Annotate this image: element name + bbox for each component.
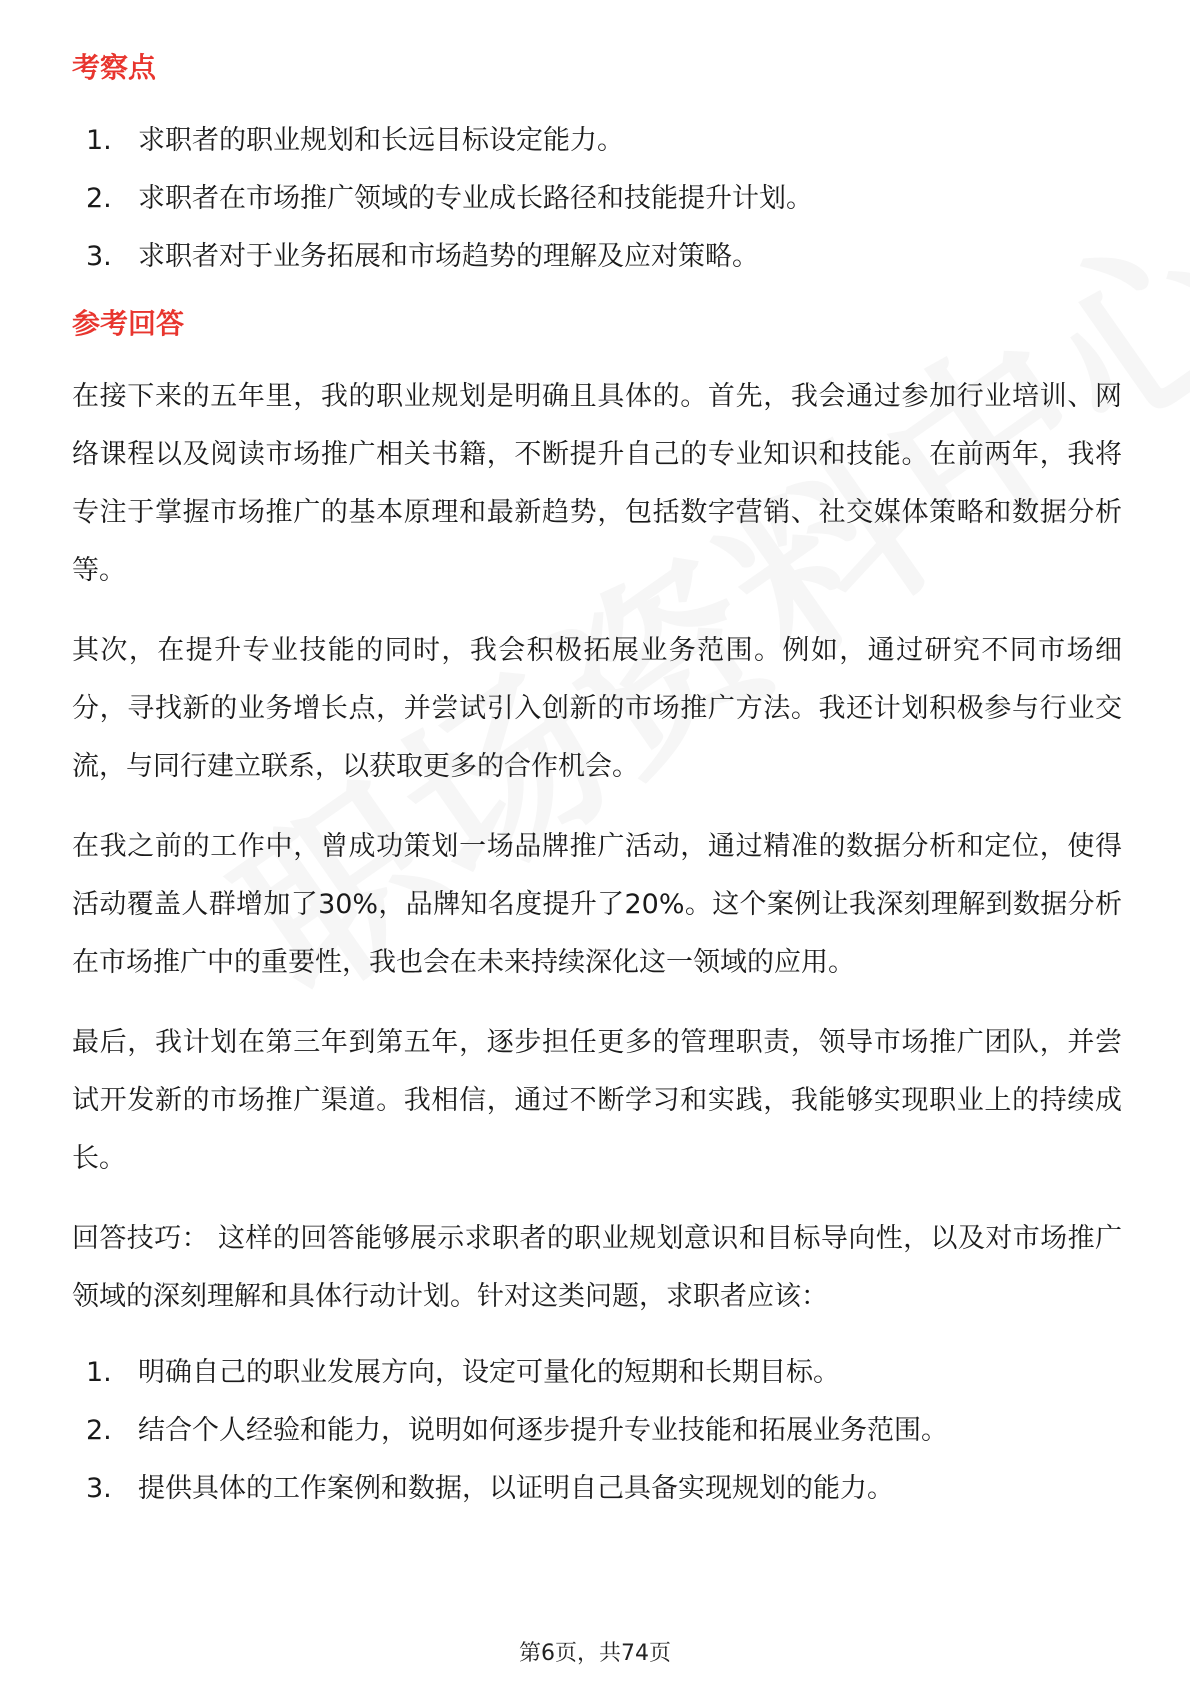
- list-item: [72, 1460, 1122, 1518]
- list-text: 求职者对于业务拓展和市场趋势的理解及应对策略。: [138, 241, 759, 272]
- list-text: 提供具体的工作案例和数据，以证明自己具备实现规划的能力。: [138, 1473, 894, 1504]
- list-text: 求职者的职业规划和长远目标设定能力。: [138, 125, 624, 156]
- points-list: [72, 112, 1122, 286]
- list-text: 明确自己的职业发展方向，设定可量化的短期和长期目标。: [138, 1357, 840, 1388]
- list-number: 3.: [86, 241, 112, 272]
- answer-paragraph: 在接下来的五年里，我的职业规划是明确且具体的。首先，我会通过参加行业培训、网络课程以及阅读市场推广相关书籍，不断提升自己的专业知识和技能。在前两年，我将专注于掌握市场推广的基本原理和最新趋势，包括数字营销、社交媒体策略和数据分析等。: [72, 381, 1122, 586]
- list-number: 2.: [86, 183, 112, 214]
- tips-list: [72, 1344, 1122, 1518]
- list-number: 3.: [86, 1473, 112, 1504]
- section-title-points: 考察点: [72, 51, 157, 84]
- list-text: 结合个人经验和能力，说明如何逐步提升专业技能和拓展业务范围。: [138, 1415, 948, 1446]
- list-item: [72, 1402, 1122, 1460]
- list-item: [72, 170, 1122, 228]
- document-page: [72, 48, 1122, 1518]
- list-text: 求职者在市场推广领域的专业成长路径和技能提升计划。: [138, 183, 813, 214]
- list-number: 1.: [86, 125, 112, 156]
- tips-intro: 回答技巧： 这样的回答能够展示求职者的职业规划意识和目标导向性，以及对市场推广领域的深刻理解和具体行动计划。针对这类问题，求职者应该：: [72, 1223, 1122, 1312]
- list-number: 2.: [86, 1415, 112, 1446]
- answer-paragraph: 在我之前的工作中，曾成功策划一场品牌推广活动，通过精准的数据分析和定位，使得活动覆盖人群增加了30%，品牌知名度提升了20%。这个案例让我深刻理解到数据分析在市场推广中的重要性，我也会在未来持续深化这一领域的应用。: [72, 831, 1122, 978]
- answer-paragraph: 其次，在提升专业技能的同时，我会积极拓展业务范围。例如，通过研究不同市场细分，寻找新的业务增长点，并尝试引入创新的市场推广方法。我还计划积极参与行业交流，与同行建立联系，以获取更多的合作机会。: [72, 635, 1122, 782]
- list-item: [72, 1344, 1122, 1402]
- list-item: [72, 228, 1122, 286]
- page-footer: 第6页，共74页: [519, 1641, 671, 1666]
- list-number: 1.: [86, 1357, 112, 1388]
- list-item: [72, 112, 1122, 170]
- answer-paragraph: 最后，我计划在第三年到第五年，逐步担任更多的管理职责，领导市场推广团队，并尝试开发新的市场推广渠道。我相信，通过不断学习和实践，我能够实现职业上的持续成长。: [72, 1027, 1122, 1174]
- section-title-answer: 参考回答: [72, 307, 185, 340]
